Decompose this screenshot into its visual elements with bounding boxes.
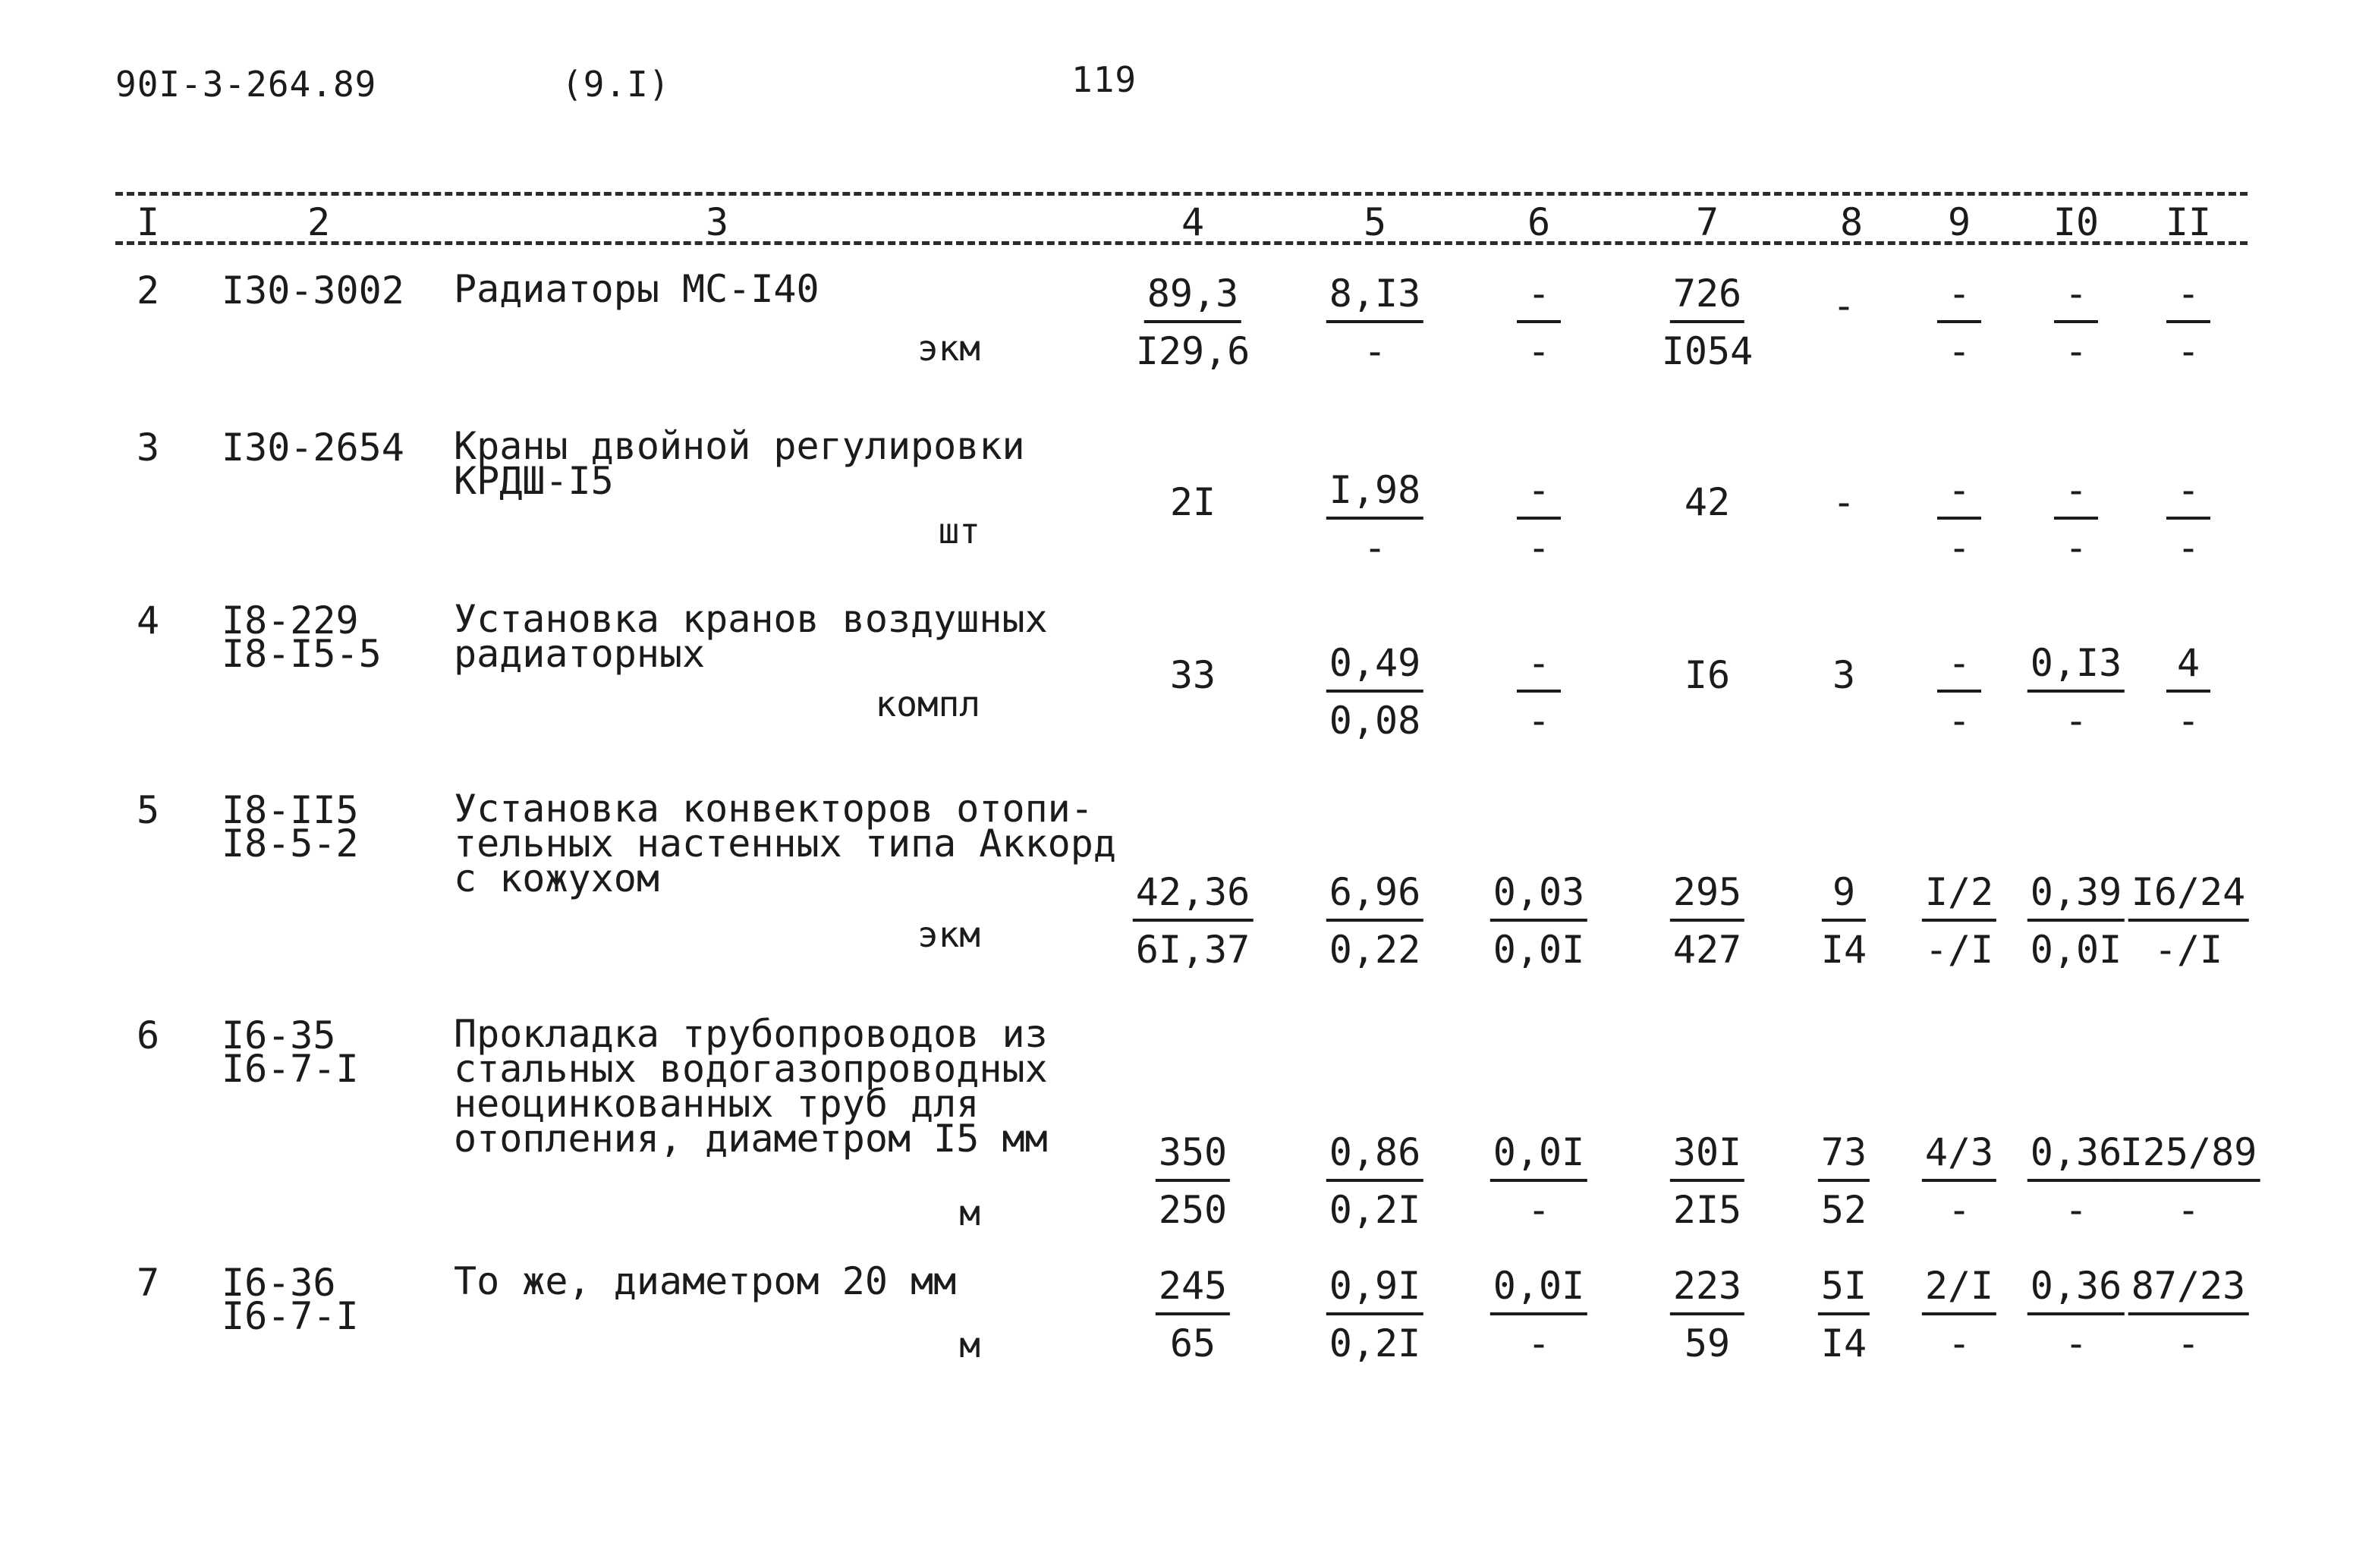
fraction-value	[2128, 1264, 2249, 1365]
fraction-value	[1922, 1130, 1996, 1232]
norm-code: I6-36	[222, 1261, 336, 1305]
fraction-numerator: 0,39	[2027, 870, 2125, 922]
fraction-denominator: -	[1363, 329, 1387, 373]
header-rule-top	[115, 192, 2248, 196]
column-number: 2	[307, 200, 331, 244]
fraction-numerator: 0,49	[1326, 641, 1423, 693]
fraction-value	[1490, 870, 1587, 972]
fraction-numerator: 4/3	[1922, 1130, 1996, 1182]
unit-of-measure: экм	[917, 328, 980, 369]
column-number: I0	[2053, 200, 2100, 244]
fraction-value	[1326, 1130, 1423, 1232]
row-number: 6	[137, 1013, 160, 1057]
fraction-denominator: -	[1363, 526, 1387, 570]
fraction-denominator: -	[2064, 526, 2088, 570]
fraction-value	[1937, 272, 1981, 373]
unit-of-measure: м	[959, 1192, 980, 1233]
fraction-denominator: -	[1947, 1188, 1971, 1232]
unit-of-measure: компл	[875, 683, 980, 724]
fraction-denominator: -	[1527, 526, 1551, 570]
fraction-value	[1326, 641, 1423, 743]
fraction-numerator: I25/89	[2117, 1130, 2260, 1182]
fraction-numerator: -	[1937, 468, 1981, 520]
fraction-denominator: -	[2176, 329, 2200, 373]
fraction-numerator: 89,3	[1144, 272, 1241, 323]
fraction-value	[2027, 1130, 2125, 1232]
fraction-numerator: -	[1937, 272, 1981, 323]
fraction-denominator: -	[2176, 526, 2200, 570]
fraction-value	[1670, 1264, 1744, 1365]
fraction-denominator: 427	[1672, 928, 1742, 972]
work-description-line: КРДШ-I5	[454, 459, 614, 503]
fraction-numerator: 295	[1670, 870, 1744, 922]
fraction-denominator: -	[2176, 699, 2200, 743]
fraction-value	[2027, 1264, 2125, 1365]
fraction-numerator: 0,36	[2027, 1264, 2125, 1315]
fraction-numerator: -	[2166, 272, 2210, 323]
fraction-value	[2054, 468, 2098, 570]
fraction-numerator: -	[1517, 468, 1561, 520]
fraction-numerator: 0,03	[1490, 870, 1587, 922]
fraction-numerator: 0,0I	[1490, 1264, 1587, 1315]
fraction-denominator: 0,08	[1329, 699, 1421, 743]
fraction-numerator: 0,36	[2027, 1130, 2125, 1182]
fraction-denominator: I054	[1661, 329, 1754, 373]
fraction-value	[1156, 1264, 1230, 1365]
fraction-numerator: 30I	[1670, 1130, 1744, 1182]
fraction-denominator: -	[1527, 699, 1551, 743]
column-number: 8	[1839, 200, 1864, 244]
fraction-numerator: 5I	[1818, 1264, 1870, 1315]
fraction-denominator: I29,6	[1135, 329, 1250, 373]
fraction-denominator: 0,2I	[1329, 1321, 1421, 1365]
fraction-numerator: 245	[1156, 1264, 1230, 1315]
fraction-numerator: 42,36	[1133, 870, 1254, 922]
fraction-numerator: 0,9I	[1326, 1264, 1423, 1315]
fraction-numerator: -	[1517, 272, 1561, 323]
work-description-line: Радиаторы МС-I40	[454, 267, 819, 311]
norm-code: I6-35	[222, 1013, 336, 1057]
value-cell: 3	[1832, 653, 1856, 697]
fraction-numerator: I6/24	[2128, 870, 2249, 922]
fraction-value	[1326, 468, 1423, 570]
fraction-value	[1922, 870, 1996, 972]
fraction-value	[1937, 641, 1981, 743]
fraction-numerator: -	[2166, 468, 2210, 520]
work-description-line: тельных настенных типа Аккорд	[454, 822, 1116, 866]
row-number: 3	[137, 426, 160, 470]
fraction-value	[2054, 272, 2098, 373]
fraction-denominator: 0,22	[1329, 928, 1421, 972]
row-number: 7	[137, 1261, 160, 1305]
column-number: 4	[1181, 200, 1205, 244]
work-description-line: стальных водогазопроводных	[454, 1047, 1048, 1091]
fraction-denominator: -	[2064, 329, 2088, 373]
fraction-denominator: 0,0I	[1493, 928, 1585, 972]
column-number: 9	[1947, 200, 1971, 244]
fraction-value	[2166, 641, 2210, 743]
fraction-value	[1326, 1264, 1423, 1365]
page-number: 119	[1071, 59, 1137, 100]
fraction-numerator: 87/23	[2128, 1264, 2249, 1315]
fraction-denominator: 250	[1158, 1188, 1228, 1232]
work-description-line: Установка кранов воздушных	[454, 597, 1048, 641]
value-cell: -	[1832, 480, 1856, 524]
fraction-numerator: 9	[1822, 870, 1866, 922]
column-number: 7	[1695, 200, 1719, 244]
norm-code: I30-3002	[222, 269, 404, 313]
fraction-value	[1662, 272, 1753, 373]
fraction-numerator: I/2	[1922, 870, 1996, 922]
fraction-value	[1922, 1264, 1996, 1365]
fraction-numerator: -	[2054, 272, 2098, 323]
fraction-denominator: -/I	[1924, 928, 1994, 972]
column-number: 5	[1363, 200, 1387, 244]
fraction-denominator: -	[1947, 526, 1971, 570]
row-number: 4	[137, 599, 160, 643]
value-cell: -	[1832, 284, 1856, 328]
fraction-numerator: I,98	[1326, 468, 1423, 520]
fraction-value	[2117, 1130, 2260, 1232]
fraction-denominator: -	[1527, 1188, 1551, 1232]
fraction-value	[1326, 272, 1423, 373]
column-number: 3	[705, 200, 729, 244]
fraction-denominator: -	[2064, 699, 2088, 743]
column-number: 6	[1527, 200, 1551, 244]
fraction-numerator: 0,I3	[2027, 641, 2125, 693]
value-cell: I6	[1684, 653, 1731, 697]
fraction-numerator: 2/I	[1922, 1264, 1996, 1315]
fraction-numerator: 0,86	[1326, 1130, 1423, 1182]
fraction-denominator: 65	[1169, 1321, 1216, 1365]
fraction-value	[1818, 1264, 1870, 1365]
fraction-numerator: 8,I3	[1326, 272, 1423, 323]
fraction-denominator: 0,2I	[1329, 1188, 1421, 1232]
fraction-denominator: 59	[1684, 1321, 1731, 1365]
work-description-line: неоцинкованных труб для	[454, 1082, 980, 1126]
fraction-denominator: -	[2064, 1188, 2088, 1232]
fraction-value	[2128, 870, 2249, 972]
fraction-numerator: 726	[1670, 272, 1744, 323]
value-cell: 33	[1169, 653, 1216, 697]
fraction-value	[1133, 870, 1254, 972]
fraction-value	[1517, 468, 1561, 570]
fraction-value	[2166, 272, 2210, 373]
unit-of-measure: м	[959, 1324, 980, 1365]
fraction-value	[1670, 870, 1744, 972]
work-description-line: Прокладка трубопроводов из	[454, 1012, 1048, 1056]
fraction-numerator: -	[1937, 641, 1981, 693]
fraction-denominator: -	[2176, 1321, 2200, 1365]
fraction-value	[1517, 272, 1561, 373]
work-description-line: радиаторных	[454, 632, 706, 676]
fraction-denominator: -	[1947, 699, 1971, 743]
document-code: 90I-3-264.89	[115, 64, 377, 105]
work-description-line: Краны двойной регулировки	[454, 424, 1025, 468]
norm-code: I8-229	[222, 599, 359, 643]
fraction-denominator: -	[1947, 1321, 1971, 1365]
value-cell: 2I	[1169, 480, 1216, 524]
norm-code: I6-7-I	[222, 1294, 359, 1338]
fraction-value	[1136, 272, 1250, 373]
fraction-value	[1821, 870, 1867, 972]
fraction-numerator: 4	[2166, 641, 2210, 693]
fraction-value	[2027, 870, 2125, 972]
unit-of-measure: экм	[917, 914, 980, 955]
norm-code: I8-II5	[222, 788, 359, 832]
fraction-numerator: -	[1517, 641, 1561, 693]
fraction-denominator: 6I,37	[1135, 928, 1250, 972]
fraction-denominator: -	[2176, 1188, 2200, 1232]
fraction-numerator: 73	[1818, 1130, 1870, 1182]
work-description-line: То же, диаметром 20 мм	[454, 1259, 957, 1303]
fraction-value	[1490, 1264, 1587, 1365]
fraction-numerator: 350	[1156, 1130, 1230, 1182]
fraction-numerator: -	[2054, 468, 2098, 520]
norm-code: I8-5-2	[222, 822, 359, 866]
fraction-value	[1156, 1130, 1230, 1232]
row-number: 2	[137, 269, 160, 313]
fraction-value	[2027, 641, 2125, 743]
value-cell: 42	[1684, 480, 1731, 524]
work-description-line: с кожухом	[454, 856, 659, 900]
fraction-denominator: I4	[1820, 1321, 1867, 1365]
row-number: 5	[137, 788, 160, 832]
fraction-numerator: 6,96	[1326, 870, 1423, 922]
fraction-denominator: -	[2064, 1321, 2088, 1365]
fraction-value	[1490, 1130, 1587, 1232]
column-number: II	[2165, 200, 2212, 244]
fraction-denominator: -/I	[2153, 928, 2223, 972]
fraction-denominator: 0,0I	[2030, 928, 2122, 972]
fraction-numerator: 223	[1670, 1264, 1744, 1315]
work-description-line: отопления, диаметром I5 мм	[454, 1117, 1048, 1161]
section-number: (9.I)	[562, 64, 671, 105]
fraction-value	[1937, 468, 1981, 570]
fraction-numerator: 0,0I	[1490, 1130, 1587, 1182]
fraction-value	[1326, 870, 1423, 972]
fraction-value	[2166, 468, 2210, 570]
norm-code: I30-2654	[222, 426, 404, 470]
fraction-value	[1818, 1130, 1870, 1232]
fraction-denominator: -	[1527, 1321, 1551, 1365]
unit-of-measure: шт	[938, 511, 980, 551]
fraction-value	[1670, 1130, 1744, 1232]
norm-code: I8-I5-5	[222, 632, 382, 676]
work-description-line: Установка конвекторов отопи-	[454, 787, 1093, 831]
fraction-denominator: 52	[1820, 1188, 1867, 1232]
fraction-denominator: 2I5	[1672, 1188, 1742, 1232]
fraction-denominator: -	[1947, 329, 1971, 373]
column-number: I	[136, 200, 160, 244]
norm-code: I6-7-I	[222, 1047, 359, 1091]
fraction-denominator: I4	[1820, 928, 1867, 972]
fraction-value	[1517, 641, 1561, 743]
fraction-denominator: -	[1527, 329, 1551, 373]
